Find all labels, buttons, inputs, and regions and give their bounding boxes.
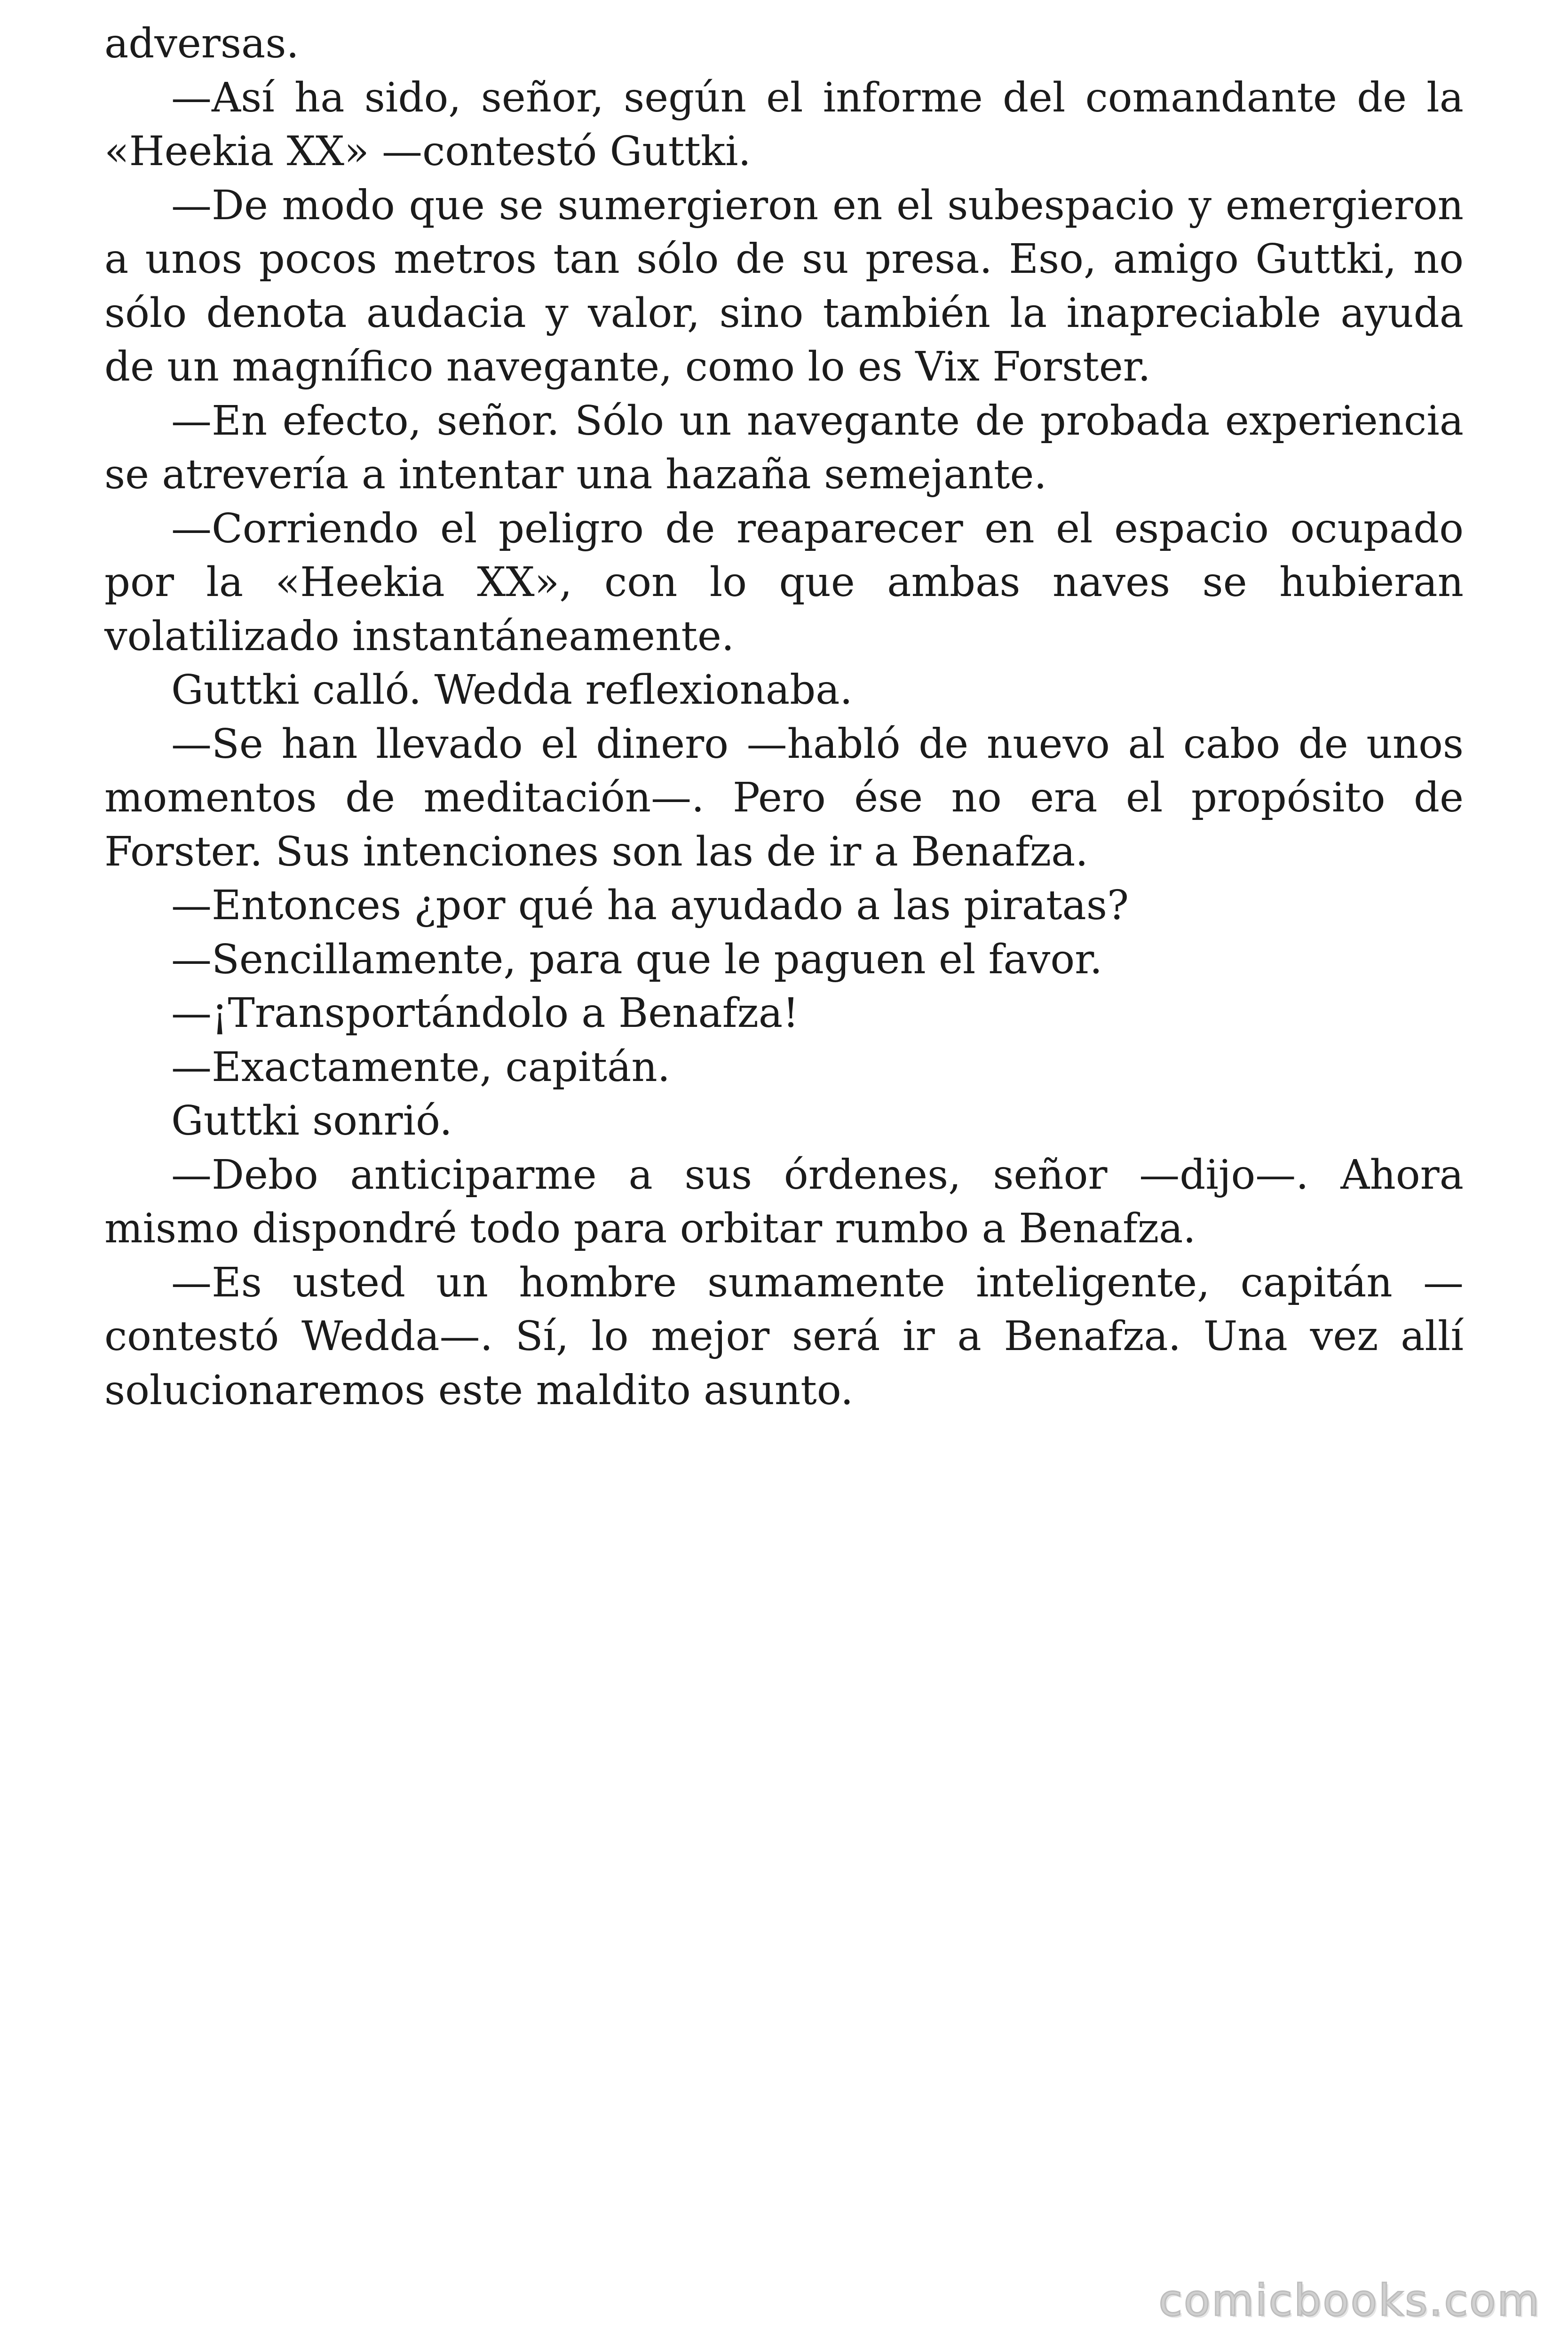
paragraph: —De modo que se sumergieron en el subespacio y emergieron a unos pocos metros tan sólo de su presa. Eso, amigo Guttki, no sólo denota audacia y valor, sino también la inapreciable ayuda de un magnífico navegante, como lo es Vix Forster. [104, 182, 1464, 390]
watermark: comicbooks.com [1158, 2275, 1541, 2326]
paragraph: Guttki calló. Wedda reflexionaba. [171, 667, 853, 714]
paragraph: adversas. [104, 20, 299, 67]
paragraph: —Es usted un hombre sumamente inteligente, capitán —contestó Wedda—. Sí, lo mejor será ir a Benafza. Una vez allí solucionaremos este maldito asunto. [104, 1259, 1464, 1414]
paragraph: —Exactamente, capitán. [171, 1043, 671, 1091]
paragraph: —Así ha sido, señor, según el informe del comandante de la «Heekia XX» —contestó Guttki. [104, 74, 1464, 175]
paragraph: —Se han llevado el dinero —habló de nuevo al cabo de unos momentos de meditación—. Pero ése no era el propósito de Forster. Sus intenciones son las de ir a Benafza. [104, 720, 1464, 875]
paragraph: —¡Transportándolo a Benafza! [171, 990, 799, 1037]
paragraph: —En efecto, señor. Sólo un navegante de probada experiencia se atrevería a intentar una hazaña semejante. [104, 397, 1464, 498]
paragraph: —Entonces ¿por qué ha ayudado a las piratas? [171, 882, 1129, 929]
paragraph: —Corriendo el peligro de reaparecer en el espacio ocupado por la «Heekia XX», con lo que ambas naves se hubieran volatilizado instantáneamente. [104, 505, 1464, 660]
paragraph: —Debo anticiparme a sus órdenes, señor —dijo—. Ahora mismo dispondré todo para orbitar rumbo a Benafza. [104, 1151, 1464, 1252]
paragraph: Guttki sonrió. [171, 1097, 452, 1144]
paragraph: —Sencillamente, para que le paguen el favor. [171, 936, 1103, 983]
body-text [104, 17, 1464, 1417]
